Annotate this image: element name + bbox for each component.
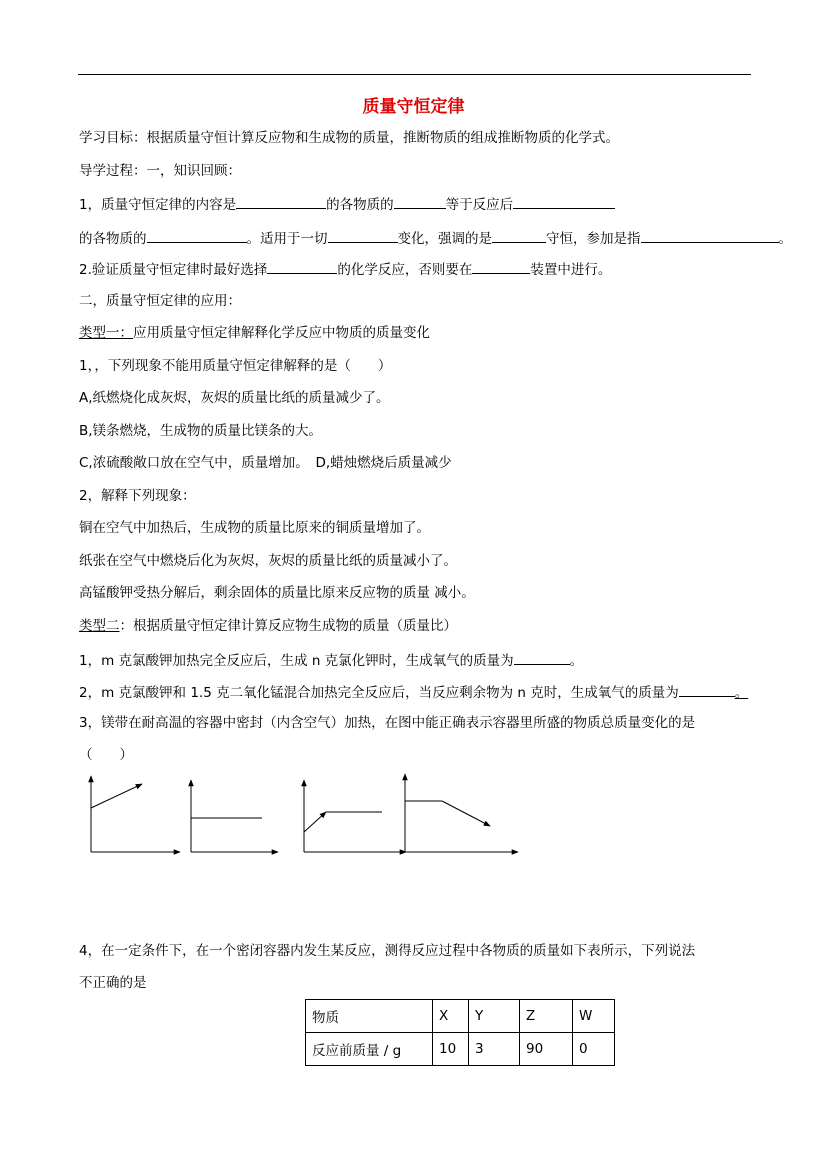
blank[interactable]: [492, 228, 546, 243]
phenomenon-1: 铜在空气中加热后，生成物的质量比原来的铜质量增加了。: [79, 520, 430, 536]
type-2-question-3: 3，镁带在耐高温的容器中密封（内含空气）加热，在图中能正确表示容器里所盛的物质总质量变化的是: [79, 715, 696, 731]
table-cell: 物质: [306, 1000, 433, 1033]
type-2-question-1: 1，m 克氯酸钾加热完全反应后，生成 n 克氯化钾时，生成氧气的质量为 。: [79, 650, 583, 670]
blank[interactable]: [147, 228, 247, 243]
type-1-question-2: 2，解释下列现象：: [79, 488, 196, 504]
option-a: A,纸燃烧化成灰烬，灰烬的质量比纸的质量减少了。: [79, 390, 390, 406]
table-cell: 90: [520, 1033, 573, 1066]
blank[interactable]: [328, 228, 398, 243]
table-cell: Y: [469, 1000, 520, 1033]
question-3-paren: （ ）: [79, 747, 133, 763]
blank[interactable]: [472, 259, 530, 274]
type-2-question-4-line-2: 不正确的是: [79, 975, 147, 991]
phenomenon-2: 纸张在空气中燃烧后化为灰烬，灰烬的质量比纸的质量减小了。: [79, 553, 457, 569]
table-cell: 3: [469, 1033, 520, 1066]
type-2-heading: 类型二：根据质量守恒定律计算反应物生成物的质量（质量比）: [79, 618, 457, 634]
table-cell: W: [573, 1000, 615, 1033]
graph-c: [304, 780, 406, 852]
blank[interactable]: [641, 228, 779, 243]
blank[interactable]: [394, 194, 446, 209]
top-rule: [78, 74, 751, 75]
table-cell: X: [433, 1000, 469, 1033]
blank[interactable]: [513, 194, 615, 209]
table-cell: 反应前质量 / g: [306, 1033, 433, 1066]
page-title: 质量守恒定律: [362, 97, 465, 117]
blank[interactable]: [267, 259, 337, 274]
question-1-line-1: 1，质量守恒定律的内容是 的各物质的 等于反应后: [79, 194, 615, 214]
blank[interactable]: [236, 194, 326, 209]
table-header-row: [306, 1000, 615, 1033]
question-2: 2.验证质量守恒定律时最好选择 的化学反应，否则要在 装置中进行。: [79, 259, 611, 279]
mass-change-graphs: [70, 770, 530, 862]
table-cell: 10: [433, 1033, 469, 1066]
objective: 学习目标：根据质量守恒计算反应物和生成物的质量，推断物质的组成推断物质的化学式。: [79, 130, 619, 146]
table-cell: 0: [573, 1033, 615, 1066]
section-2-heading: 二，质量守恒定律的应用：: [79, 293, 241, 309]
type-1-question-1: 1，，下列现象不能用质量守恒定律解释的是（ ）: [79, 358, 392, 374]
option-b: B,镁条燃烧，生成物的质量比镁条的大。: [79, 423, 323, 439]
blank[interactable]: [679, 682, 735, 697]
phenomenon-3: 高锰酸钾受热分解后，剩余固体的质量比原来反应物的质量 减小。: [79, 585, 475, 601]
process-label: 导学过程：一，知识回顾：: [79, 163, 241, 179]
type-2-question-2: 2，m 克氯酸钾和 1.5 克二氧化锰混合加热完全反应后，当反应剩余物为 n 克时，生成氧气的质量为 。: [79, 682, 748, 702]
type-2-question-4-line-1: 4，在一定条件下，在一个密闭容器内发生某反应，测得反应过程中各物质的质量如下表所示，下列说法: [79, 943, 696, 959]
type-1-heading: 类型一：应用质量守恒定律解释化学反应中物质的质量变化: [79, 325, 430, 341]
graph-d: [405, 774, 518, 852]
table-cell: Z: [520, 1000, 573, 1033]
graph-a: [91, 776, 180, 852]
mass-table: [305, 999, 615, 1066]
blank[interactable]: [514, 650, 570, 665]
option-c-d: C,浓硫酸敞口放在空气中，质量增加。 D,蜡烛燃烧后质量减少: [79, 455, 452, 471]
table-row: [306, 1033, 615, 1066]
graph-b: [191, 780, 278, 852]
question-1-line-2: 的各物质的 。适用于一切 变化，强调的是 守恒，参加是指 。: [79, 228, 792, 248]
